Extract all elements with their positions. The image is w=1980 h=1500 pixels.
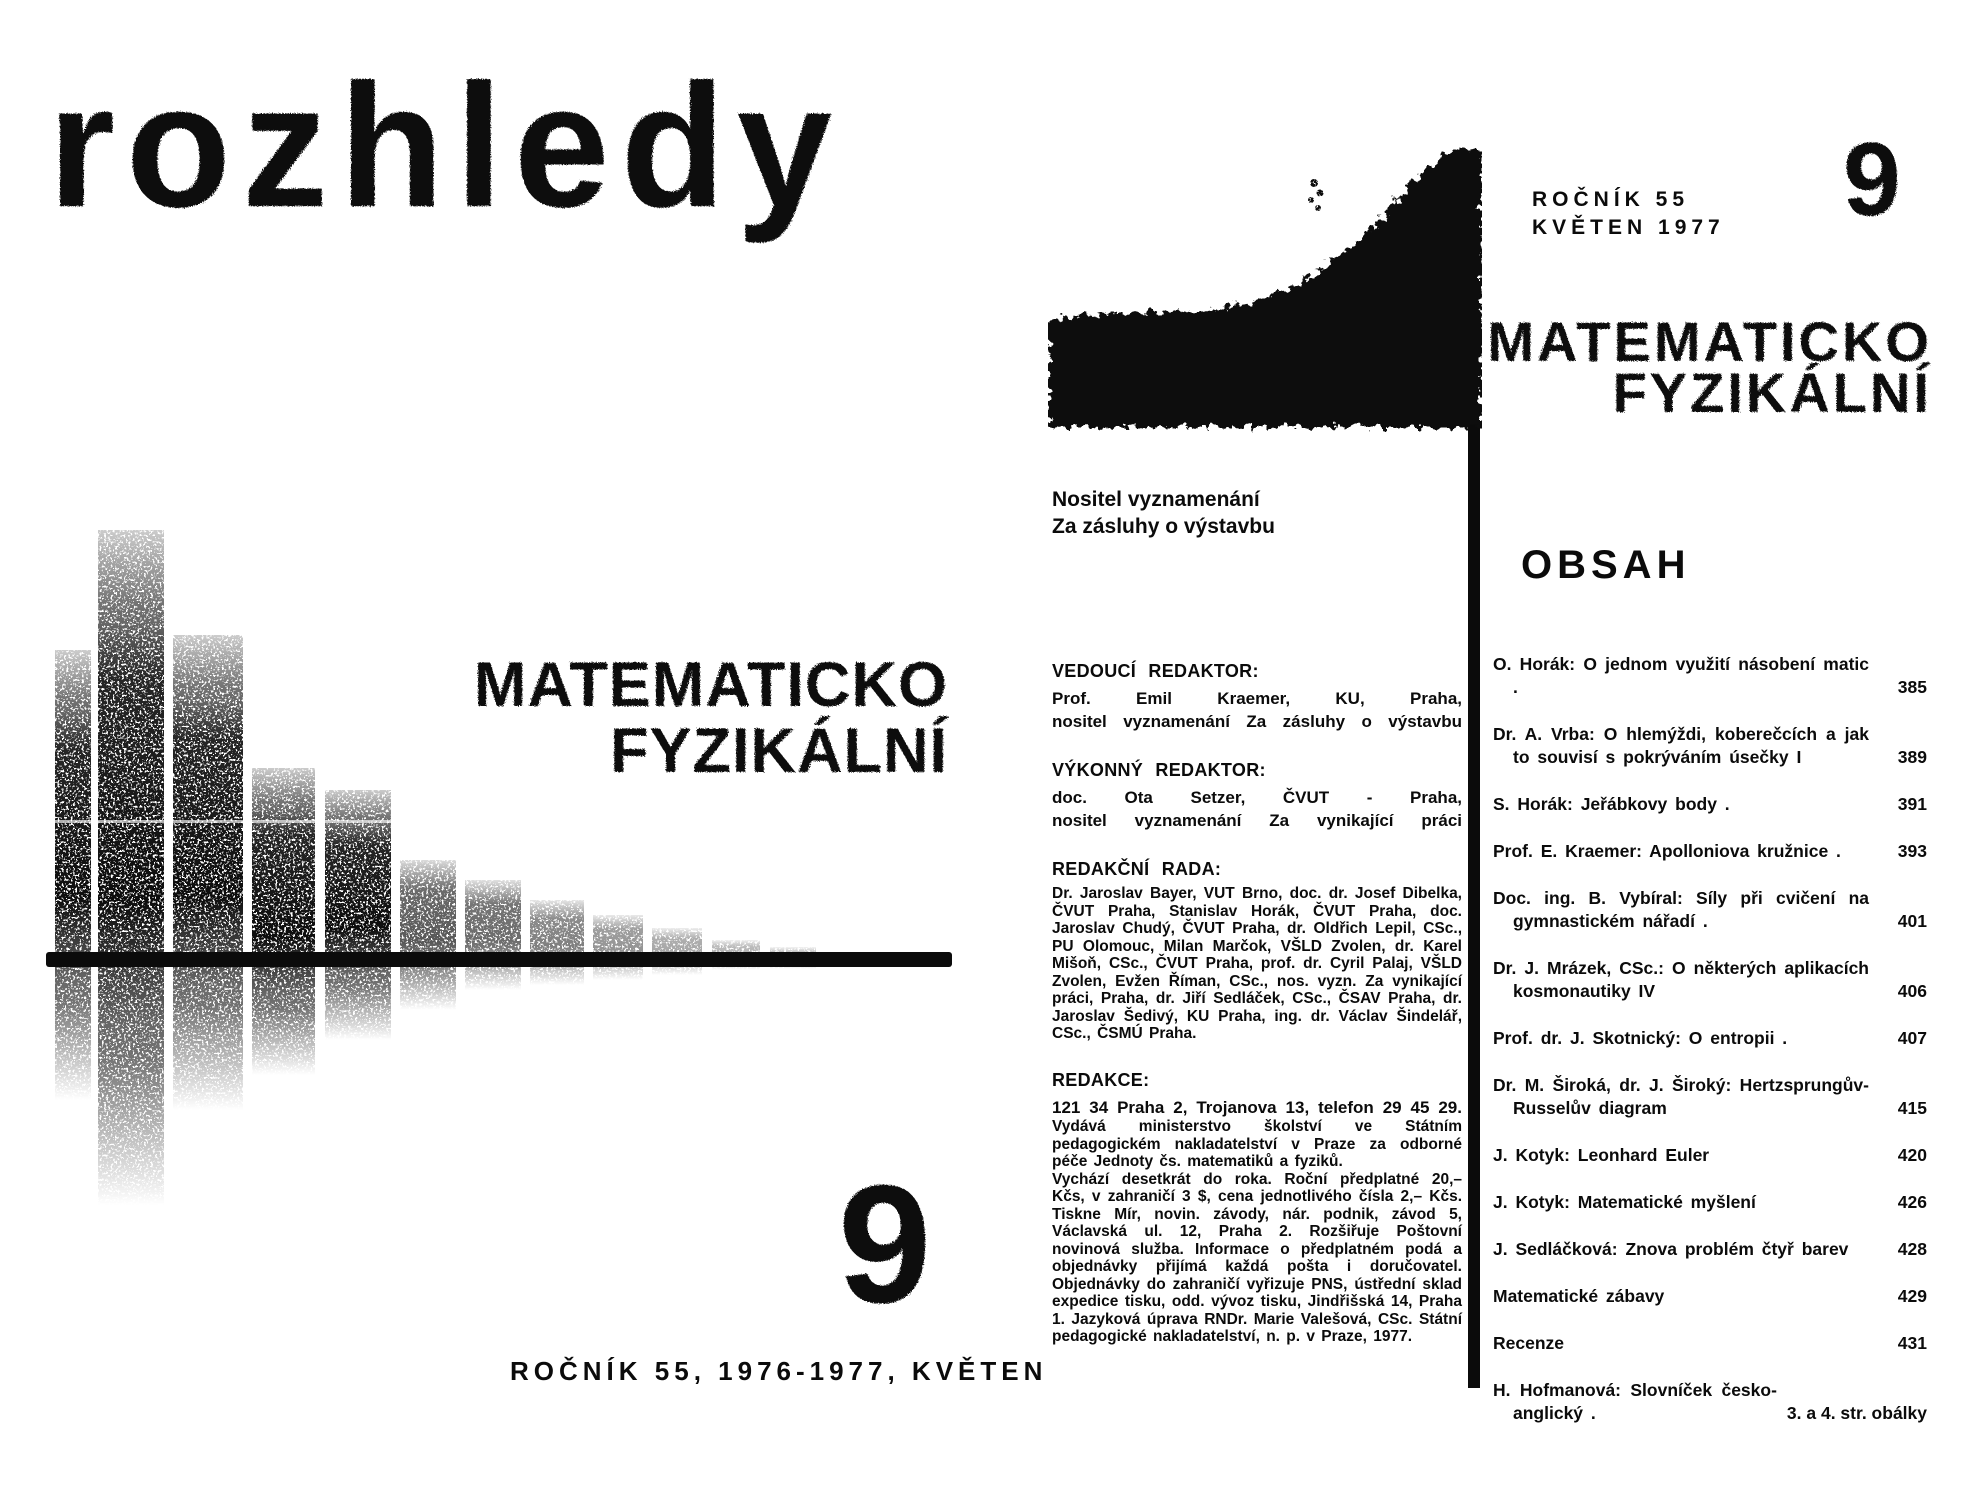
toc-entry <box>1493 957 1927 1003</box>
toc-entry <box>1493 1027 1927 1050</box>
toc-entry-title: Dr. J. Mrázek, CSc.: O některých aplikacích kosmonautiky IV <box>1493 958 1869 1001</box>
toc-entry-title: H. Hofmanová: Slovníček česko-anglický . <box>1493 1380 1777 1423</box>
toc-entry-page: 389 <box>1897 747 1927 767</box>
toc-entry-page: 401 <box>1897 911 1927 931</box>
issue-number-right: 9 <box>1843 122 1901 238</box>
toc-entry-title: Prof. E. Kraemer: Apolloniova kružnice . <box>1493 841 1841 861</box>
toc-entry <box>1493 1332 1927 1355</box>
masthead-section <box>1052 660 1462 733</box>
imprint-paragraph: Vychází desetkrát do roka. Roční předplatné 20,– Kčs, v zahraničí 3 $, cena jednotlivého čísla 2,– Kčs. Tiskne Mír, novin. závody, nár. podnik, závod 5, Václavská ul. 12, Praha 2. Rozšiřuje Poštovní novinová služba. Informace o předplatném podá a objednávky přijímá každá pošta i doručovatel. Objednávky do zahraničí vyřizuje PNS, ústřední sklad expedice tisku, odd. vývoz tisku, Jindřišská 14, Praha 1. Jazyková úprava RNDr. Marie Valešová, CSc. Státní pedagogické nakladatelství, n. p. v Praze, 1977. <box>1052 1170 1462 1345</box>
masthead-section-heading: VEDOUCÍ REDAKTOR: <box>1052 661 1259 681</box>
masthead-section <box>1052 858 1462 1043</box>
masthead-section <box>1052 759 1462 832</box>
masthead-section-heading: REDAKČNÍ RADA: <box>1052 859 1222 879</box>
right-page-title <box>1487 310 1932 424</box>
toc-entry-page: 393 <box>1897 841 1927 861</box>
award-text <box>1052 486 1382 540</box>
award-line1: Nositel vyznamenání <box>1052 488 1260 511</box>
toc-entry-page: 431 <box>1897 1333 1927 1353</box>
toc-entry <box>1493 1191 1927 1214</box>
toc-entry <box>1493 840 1927 863</box>
left-title-line2: FYZIKÁLNÍ <box>610 716 948 786</box>
toc-entry-title: J. Kotyk: Leonhard Euler <box>1493 1145 1710 1165</box>
masthead-section-heading: VÝKONNÝ REDAKTOR: <box>1052 760 1266 780</box>
left-title-line1: MATEMATICKO <box>473 650 948 720</box>
journal-logo: rozhledy <box>48 48 844 244</box>
right-title-line1: MATEMATICKO <box>1487 310 1932 373</box>
right-title-line2: FYZIKÁLNÍ <box>1612 361 1932 424</box>
toc-entry <box>1493 723 1927 769</box>
toc-entry-page: 420 <box>1897 1145 1927 1165</box>
left-page-footer: ROČNÍK 55, 1976-1977, KVĚTEN <box>510 1356 1048 1386</box>
volume-line1: ROČNÍK 55 <box>1532 188 1690 211</box>
imprint-paragraph: Vydává ministerstvo školství ve Státním pedagogickém nakladatelství v Praze za odborné péče Jednoty čs. matematiků a fyziků. <box>1052 1118 1462 1170</box>
toc-entry-title: O. Horák: O jednom využití násobení matic . <box>1493 654 1869 697</box>
toc-entry-page: 415 <box>1897 1098 1927 1118</box>
cover-photo-block <box>1048 147 1482 441</box>
halftone-bars-graphic <box>40 515 920 1275</box>
toc-entry-title: S. Horák: Jeřábkovy body . <box>1493 794 1730 814</box>
volume-info <box>1532 186 1725 242</box>
masthead-section-body: Dr. Jaroslav Bayer, VUT Brno, doc. dr. Josef Dibelka, ČVUT Praha, Stanislav Horák, ČVUT Praha, doc. Jaroslav Chudý, ČVUT Praha, dr. Oldřich Lepil, CSc., PU Olomouc, Milan Marčok, VŠLD Zvolen, dr. Karel Mišoň, CSc., ČVUT Praha, prof. dr. Cyril Palaj, VŠLD Zvolen, Evžen Říman, CSc., nos. vyzn. Za vynikající práci, Praha, dr. Jiří Sedláček, CSc., ČSAV Praha, dr. Jaroslav Šedivý, KU Praha, ing. dr. Václav Šindelář, CSc., ČSMÚ Praha. <box>1052 885 1462 1042</box>
photo-speck-mark <box>1308 179 1324 211</box>
horizontal-rule <box>46 952 952 967</box>
toc-entry-page: 385 <box>1897 677 1927 697</box>
faint-scan-line <box>46 820 566 823</box>
masthead-line: doc. Ota Setzer, ČVUT - Praha, <box>1052 788 1462 807</box>
masthead-section-body <box>1052 687 1462 733</box>
toc-entry-title: Recenze <box>1493 1333 1565 1353</box>
masthead-line: Prof. Emil Kraemer, KU, Praha, <box>1052 689 1462 708</box>
toc-entry-title: Doc. ing. B. Vybíral: Síly při cvičení na gymnastickém nářadí . <box>1493 888 1869 931</box>
toc-entry <box>1493 1238 1927 1261</box>
masthead-column <box>1052 660 1462 1145</box>
toc-entry <box>1493 1285 1927 1308</box>
toc-entry-page: 428 <box>1897 1239 1927 1259</box>
toc-entry-title: J. Sedláčková: Znova problém čtyř barev <box>1493 1239 1849 1259</box>
toc-entry-title: Matematické zábavy <box>1493 1286 1665 1306</box>
toc-entry-page: 406 <box>1897 981 1927 1001</box>
toc-entry-title: J. Kotyk: Matematické myšlení <box>1493 1192 1756 1212</box>
issue-number-left: 9 <box>838 1150 932 1338</box>
toc-entry-page: 3. a 4. str. obálky <box>1786 1403 1927 1423</box>
masthead-line: 121 34 Praha 2, Trojanova 13, telefon 29 45 29. <box>1052 1097 1462 1117</box>
toc-entry <box>1493 887 1927 933</box>
toc-entry-title: Dr. A. Vrba: O hlemýždi, koberečcích a jak to souvisí s pokrýváním úsečky I <box>1493 724 1869 767</box>
toc-entry <box>1493 1144 1927 1167</box>
award-line2: Za zásluhy o výstavbu <box>1052 515 1275 538</box>
toc-entry-page: 429 <box>1897 1286 1927 1306</box>
toc-entry-page: 391 <box>1897 794 1927 814</box>
page-divider-line <box>1468 420 1480 1388</box>
toc-heading: OBSAH <box>1521 543 1691 587</box>
masthead-line: nositel vyznamenání Za vynikající práci <box>1052 811 1462 830</box>
masthead-section-body <box>1052 786 1462 832</box>
toc-entry-title: Dr. M. Široká, dr. J. Široký: Hertzsprungův-Russelův diagram <box>1493 1075 1869 1118</box>
masthead-section <box>1052 1069 1462 1119</box>
toc-entry-page: 426 <box>1897 1192 1927 1212</box>
masthead-section-heading: REDAKCE: <box>1052 1069 1150 1090</box>
toc-entry-title: Prof. dr. J. Skotnický: O entropii . <box>1493 1028 1788 1048</box>
toc-entry-page: 407 <box>1897 1028 1927 1048</box>
toc-entry <box>1493 1379 1927 1425</box>
imprint-block <box>1052 1118 1462 1346</box>
volume-line2: KVĚTEN 1977 <box>1532 216 1725 239</box>
toc-entry <box>1493 1074 1927 1120</box>
masthead-section-body <box>1052 1096 1462 1119</box>
masthead-line: nositel vyznamenání Za zásluhy o výstavbu <box>1052 712 1462 731</box>
toc-list <box>1493 653 1927 1425</box>
toc-entry <box>1493 793 1927 816</box>
toc-entry <box>1493 653 1927 699</box>
